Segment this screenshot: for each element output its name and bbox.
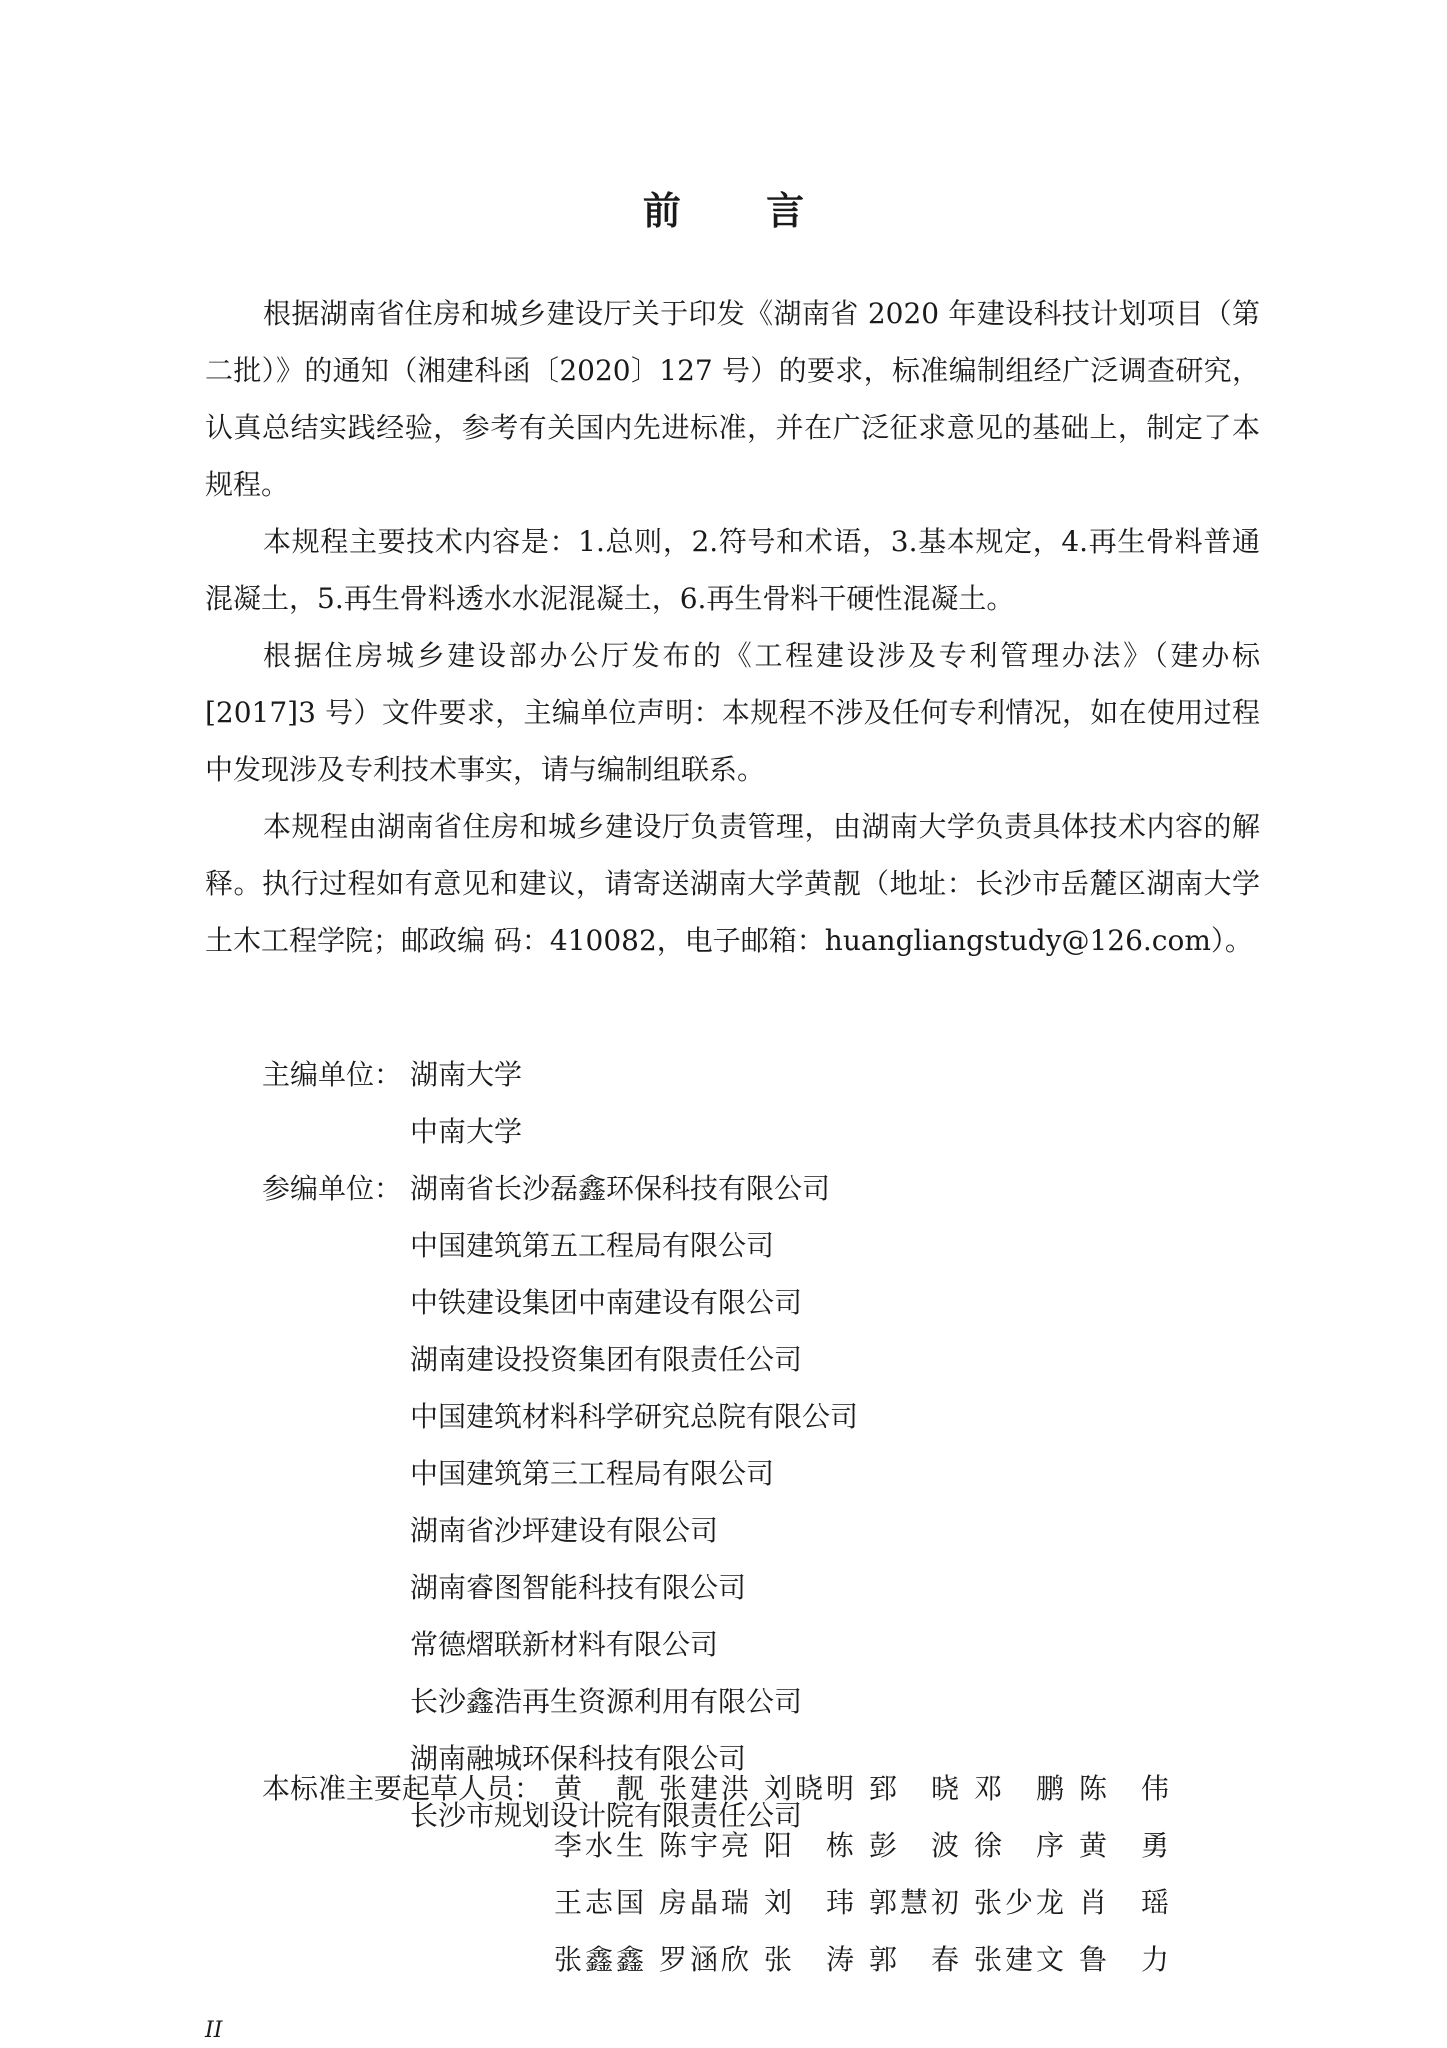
drafter-name: 鲁力 [1079, 1943, 1169, 1976]
drafter-name: 李水生 [554, 1829, 644, 1862]
drafter-name: 陈宇亮 [659, 1829, 749, 1862]
drafter-name: 刘晓明 [764, 1772, 854, 1805]
participating-unit: 中国建筑第五工程局有限公司 [410, 1229, 775, 1262]
drafter-name: 黄靓 [554, 1772, 644, 1805]
drafter-name: 房晶瑞 [659, 1886, 749, 1919]
participating-unit: 湖南省沙坪建设有限公司 [410, 1514, 719, 1547]
drafter-name: 郭春 [869, 1943, 959, 1976]
drafter-name: 张少龙 [974, 1886, 1064, 1919]
drafters-grid [554, 1760, 1169, 1988]
page-title: 前 言 [642, 188, 841, 233]
chief-unit: 湖南大学 [410, 1058, 523, 1091]
participating-unit: 中国建筑第三工程局有限公司 [410, 1457, 775, 1490]
paragraph-technical-content: 本规程主要技术内容是：1.总则，2.符号和术语，3.基本规定，4.再生骨料普通混凝土，5.再生骨料透水水泥混凝土，6.再生骨料干硬性混凝土。 [205, 525, 1260, 615]
participating-unit: 湖南睿图智能科技有限公司 [410, 1571, 747, 1604]
drafter-name: 陈伟 [1079, 1772, 1169, 1805]
preface-body [205, 285, 1260, 969]
participating-unit: 中铁建设集团中南建设有限公司 [410, 1286, 803, 1319]
drafter-name: 张建洪 [659, 1772, 749, 1805]
participating-units-label: 参编单位： [262, 1172, 403, 1205]
drafter-name: 罗涵欣 [659, 1943, 749, 1976]
drafter-name: 彭波 [869, 1829, 959, 1862]
drafter-name: 黄勇 [1079, 1829, 1169, 1862]
drafter-name: 邓鹏 [974, 1772, 1064, 1805]
drafter-name: 肖瑶 [1079, 1886, 1169, 1919]
participating-unit: 中国建筑材料科学研究总院有限公司 [410, 1400, 859, 1433]
drafters-label: 本标准主要起草人员： [262, 1772, 543, 1805]
participating-unit: 长沙市规划设计院有限责任公司 [410, 1799, 803, 1832]
paragraph-basis: 根据湖南省住房和城乡建设厅关于印发《湖南省 2020 年建设科技计划项目（第二批）》的通知（湘建科函〔2020〕127 号）的要求，标准编制组经广泛调查研究，认真总结实践经验，参考有关国内先进标准，并在广泛征求意见的基础上，制定了本规程。 [205, 297, 1261, 501]
drafter-name: 郅晓 [869, 1772, 959, 1805]
participating-unit: 湖南建设投资集团有限责任公司 [410, 1343, 803, 1376]
participating-unit: 长沙鑫浩再生资源利用有限公司 [410, 1685, 803, 1718]
chief-unit: 中南大学 [410, 1115, 523, 1148]
participating-unit: 常德熠联新材料有限公司 [410, 1628, 719, 1661]
page-number: II [205, 2018, 223, 2043]
drafter-name: 王志国 [554, 1886, 644, 1919]
drafter-name: 郭慧初 [869, 1886, 959, 1919]
paragraph-management: 本规程由湖南省住房和城乡建设厅负责管理，由湖南大学负责具体技术内容的解释。执行过程如有意见和建议，请寄送湖南大学黄靓（地址：长沙市岳麓区湖南大学土木工程学院；邮政编 码：410082，电子邮箱：huangliangstudy@126.com）。 [205, 810, 1260, 957]
drafter-name: 阳栋 [764, 1829, 854, 1862]
drafter-name: 刘玮 [764, 1886, 854, 1919]
participating-unit: 湖南融城环保科技有限公司 [410, 1742, 747, 1775]
drafter-name: 张建文 [974, 1943, 1064, 1976]
chief-units-label: 主编单位： [262, 1058, 403, 1091]
paragraph-patent-statement: 根据住房城乡建设部办公厅发布的《工程建设涉及专利管理办法》（建办标[2017]3 号）文件要求，主编单位声明：本规程不涉及任何专利情况，如在使用过程中发现涉及专利技术事实，请与编制组联系。 [205, 639, 1260, 786]
participating-unit: 湖南省长沙磊鑫环保科技有限公司 [410, 1172, 831, 1205]
drafter-name: 张鑫鑫 [554, 1943, 644, 1976]
drafter-name: 徐序 [974, 1829, 1064, 1862]
drafter-name: 张涛 [764, 1943, 854, 1976]
